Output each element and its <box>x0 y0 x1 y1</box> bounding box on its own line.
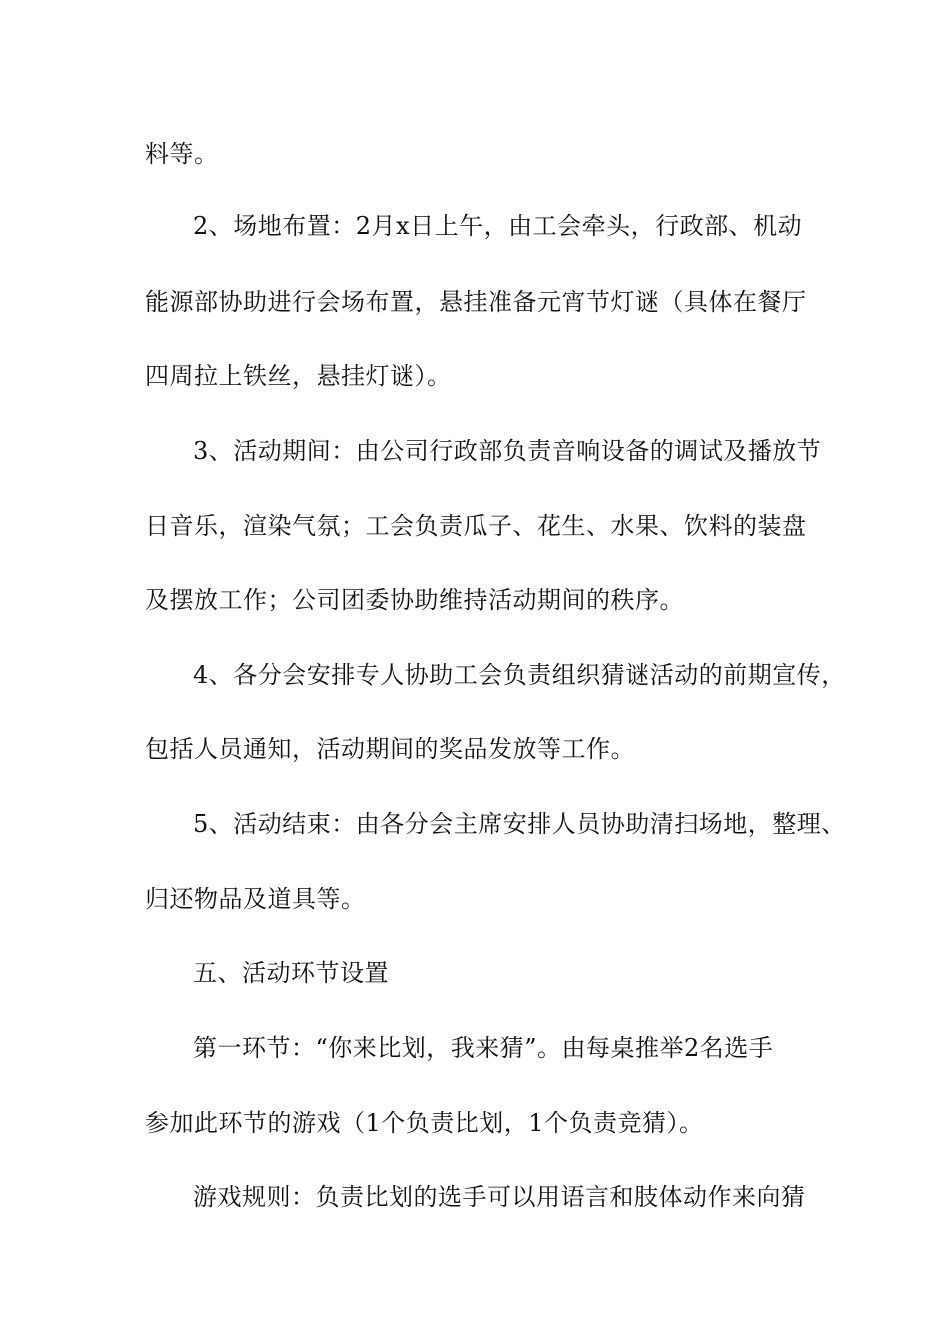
text-line: 包括人员通知，活动期间的奖品发放等工作。 <box>145 735 635 763</box>
section-heading: 五、活动环节设置 <box>193 959 389 987</box>
text-line: 日音乐，渲染气氛；工会负责瓜子、花生、水果、饮料的装盘 <box>145 512 807 540</box>
text-line: 能源部协助进行会场布置，悬挂准备元宵节灯谜（具体在餐厅 <box>145 288 807 316</box>
paragraph-venue-setup: 2、场地布置：2月x日上午，由工会牵头，行政部、机动 <box>193 212 803 240</box>
paragraph-activity-period: 3、活动期间：由公司行政部负责音响设备的调试及播放节 <box>193 437 822 465</box>
paragraph-game-rules: 游戏规则：负责比划的选手可以用语言和肢体动作来向猜 <box>193 1183 806 1211</box>
text-line: 参加此环节的游戏（1个负责比划，1个负责竞猜）。 <box>145 1109 704 1137</box>
paragraph-activity-end: 5、活动结束：由各分会主席安排人员协助清扫场地，整理、 <box>193 810 846 838</box>
text-line: 及摆放工作；公司团委协助维持活动期间的秩序。 <box>145 586 684 614</box>
paragraph-first-segment: 第一环节：“你来比划，我来猜”。由每桌推举2名选手 <box>193 1034 774 1062</box>
paragraph-branch-arrangement: 4、各分会安排专人协助工会负责组织猜谜活动的前期宣传， <box>193 661 846 689</box>
text-line: 归还物品及道具等。 <box>145 885 366 913</box>
text-line: 四周拉上铁丝，悬挂灯谜）。 <box>145 362 452 390</box>
text-line: 料等。 <box>145 140 219 168</box>
